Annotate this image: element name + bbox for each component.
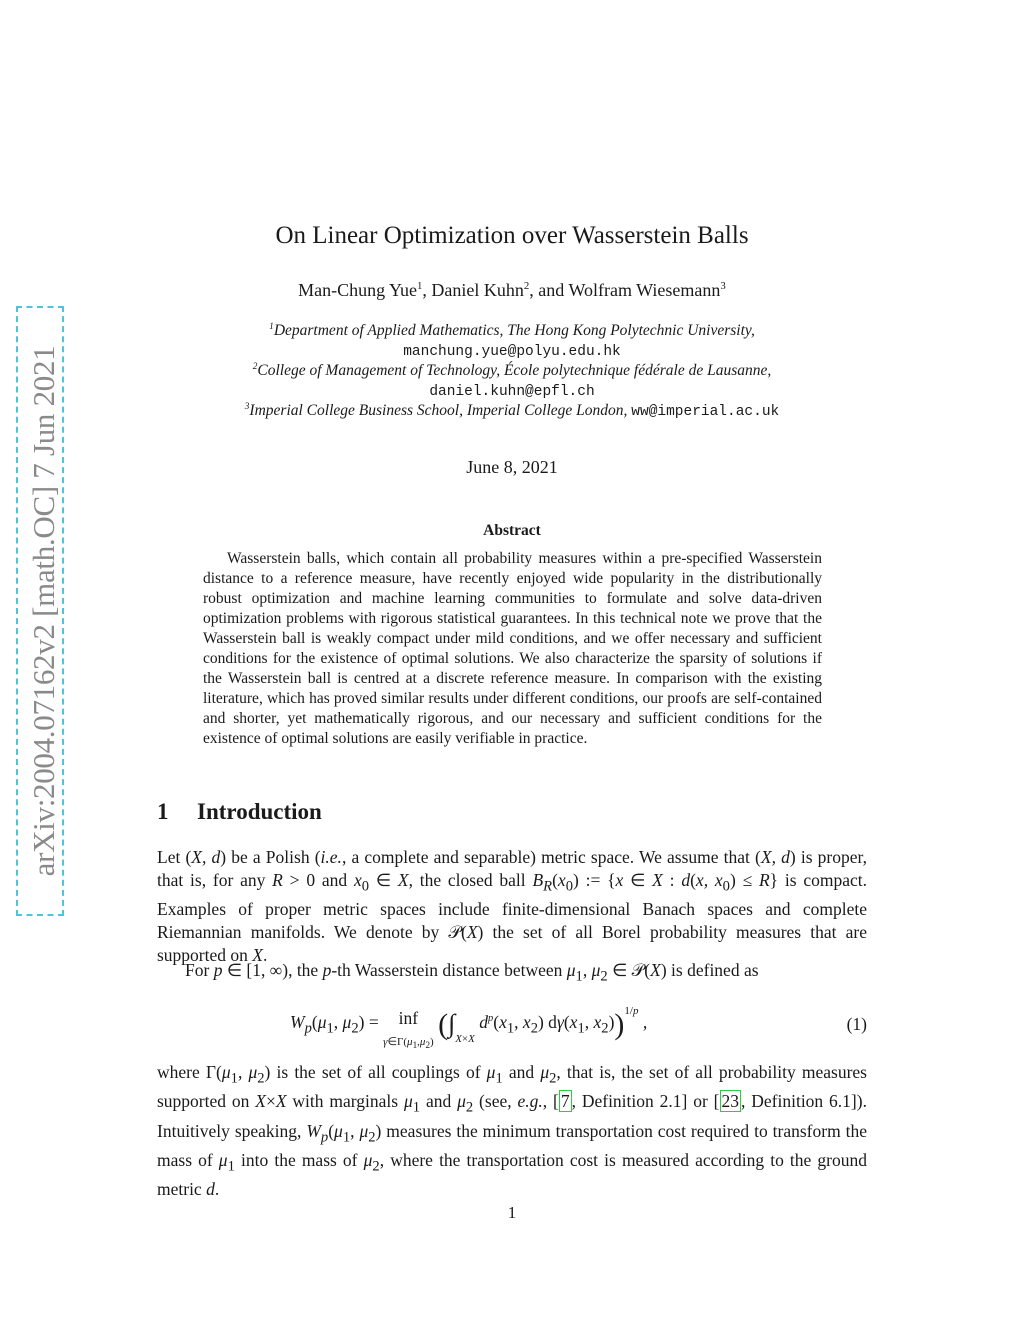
abstract-heading: Abstract — [483, 522, 541, 539]
intro-paragraph-3: where $\Gamma(\mu_1$, $\mu_2$) is the set of all couplings of $\mu_1$ and $\mu_2$, that is, the set of all probability measures supported on X×X with marginals $\mu_1$ and $\mu_2$ (see, e.g., [ 7 , Definition 2.1] or [ 23 , Definition 6.1]). Intuitively speaking, $W_p(\mu_1$, $\mu_2$) measures the minimum transportation cost required to transform the mass of $\mu_1$ into the mass of $\mu_2$, where the transportation cost is measured according to the ground metric d. — [157, 1062, 867, 1200]
affiliation-sup: 2 — [252, 361, 258, 372]
affiliation-email[interactable]: daniel.kuhn@epfl.ch — [429, 384, 595, 400]
equation-number: (1) — [846, 1014, 867, 1034]
author-sup: 1 — [417, 280, 423, 292]
author-sup: 3 — [720, 280, 726, 292]
affiliation-1 — [0, 322, 1024, 340]
citation-link[interactable]: 23 — [721, 1091, 739, 1112]
affiliation-sup: 3 — [244, 401, 250, 412]
affiliation-sup: 1 — [269, 321, 274, 332]
section-number: 1 — [157, 799, 169, 824]
page-number: 1 — [507, 1203, 517, 1222]
citation-link[interactable]: 7 — [560, 1091, 570, 1112]
author-sup: 2 — [523, 280, 530, 292]
intro-paragraph-1: Let (X, d) be a Polish (i.e., a complete and separable) metric space. We assume that (X, d) is proper, that is, for any R > 0 and $x_0$ ∈ X, the closed ball $B_R(x_0)$ := {x ∈ X : d(x, $x_0) \le R$} is compact. Examples of proper metric spaces include finite-dimensional Banach spaces and complete Riemannian manifolds. We denote by 𝒫(X) the set of all Borel probability measures that are supported on X. — [157, 847, 867, 965]
author-name: and Wolfram Wiesemann — [538, 280, 721, 300]
paper-date: June 8, 2021 — [466, 457, 558, 477]
section-heading — [157, 799, 322, 825]
author-name: Man-Chung Yue — [298, 280, 417, 300]
arxiv-stamp[interactable]: arXiv:2004.07162v2 [math.OC] 7 Jun 2021 — [26, 345, 61, 877]
intro-paragraph-2: For p ∈ [1, ∞), the p-th Wasserstein distance between $\mu_1$, $\mu_2$ ∈ 𝒫(X) is defined as — [185, 960, 759, 985]
affiliation-2 — [0, 362, 1024, 380]
section-title: Introduction — [197, 799, 322, 824]
author-name: Daniel Kuhn — [431, 280, 524, 300]
equation-1 — [157, 996, 867, 1056]
paper-title: On Linear Optimization over Wasserstein Balls — [275, 222, 749, 249]
affiliation-text: College of Management of Technology, École polytechnique fédérale de Lausanne, — [257, 362, 772, 379]
affiliation-email[interactable]: ww@imperial.ac.uk — [631, 404, 780, 420]
abstract-text: Wasserstein balls, which contain all probability measures within a pre-specified Wasserstein distance to a reference measure, have recently enjoyed wide popularity in the distributionally robust optimization and machine learning communities to formulate and solve data-driven optimization problems with rigorous statistical guarantees. In this technical note we prove that the Wasserstein ball is weakly compact under mild conditions, and we offer necessary and sufficient conditions for the existence of optimal solutions. We also characterize the sparsity of solutions if the Wasserstein ball is centred at a discrete reference measure. In comparison with the existing literature, which has proved similar results under different conditions, our proofs are self-contained and shorter, yet mathematically rigorous, and our necessary and sufficient conditions for the existence of optimal solutions are easily verifiable in practice. — [203, 550, 822, 747]
affiliation-text: Imperial College Business School, Imperial College London, — [249, 402, 628, 419]
author-list: Man-Chung Yue$^1$, Daniel Kuhn$^2$, and Wolfram Wiesemann$^3$ — [298, 280, 726, 300]
affiliation-text: Department of Applied Mathematics, The Hong Kong Polytechnic University, — [273, 322, 755, 339]
affiliation-email[interactable]: manchung.yue@polyu.edu.hk — [403, 344, 621, 360]
affiliation-3 — [0, 402, 1024, 420]
equation-body: $W_p(\mu_1$, $\mu_2$) = inf $\gamma\in\Gamma(\mu_1,\mu_2)$ ($\int_{X\times X}$ $d^p(x_1$, $x_2$) $d\gamma(x_1$, $x_2))^{1/p}$ , — [290, 1005, 648, 1051]
